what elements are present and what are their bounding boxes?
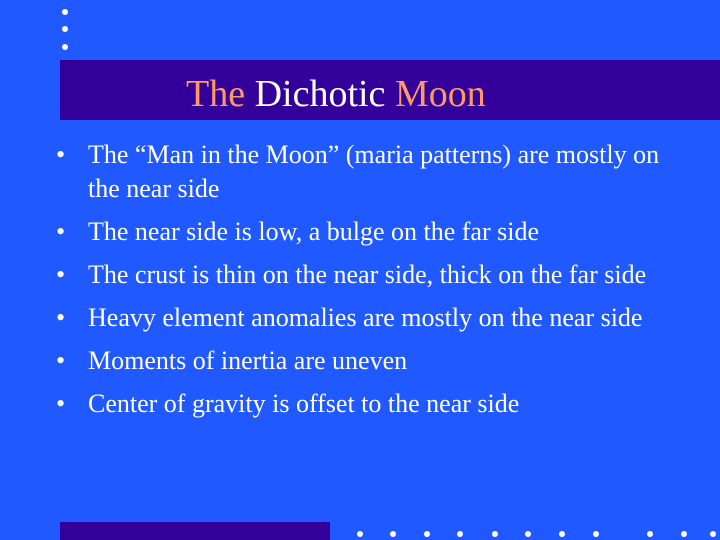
bullet-item: • Moments of inertia are uneven (52, 344, 692, 378)
bullet-item: • The near side is low, a bulge on the far side (52, 215, 692, 249)
bullet-item: • The crust is thin on the near side, thick on the far side (52, 258, 692, 292)
bullet-list (52, 138, 692, 430)
decor-dot (62, 44, 68, 50)
bottom-band (60, 522, 330, 540)
decor-dot (593, 531, 599, 537)
decor-dot (710, 531, 716, 537)
bullet-item: • Center of gravity is offset to the near side (52, 387, 692, 421)
decor-dot (457, 531, 463, 537)
bullet-item: • Heavy element anomalies are mostly on the near side (52, 301, 692, 335)
decor-dot (525, 531, 531, 537)
decor-dot (681, 531, 687, 537)
bullet-item: • The “Man in the Moon” (maria patterns) are mostly on the near side (52, 138, 692, 206)
decor-dot (647, 531, 653, 537)
decor-dot (357, 531, 363, 537)
title-word-the: The (186, 73, 246, 115)
decor-dot (492, 531, 498, 537)
decor-dot (62, 26, 68, 32)
title-word-dichotic: Dichotic (254, 73, 386, 115)
decor-dot (424, 531, 430, 537)
title-word-moon: Moon (394, 73, 486, 115)
decor-dot (559, 531, 565, 537)
decor-dot (390, 531, 396, 537)
decor-dot (62, 9, 68, 15)
slide-title (186, 70, 486, 118)
